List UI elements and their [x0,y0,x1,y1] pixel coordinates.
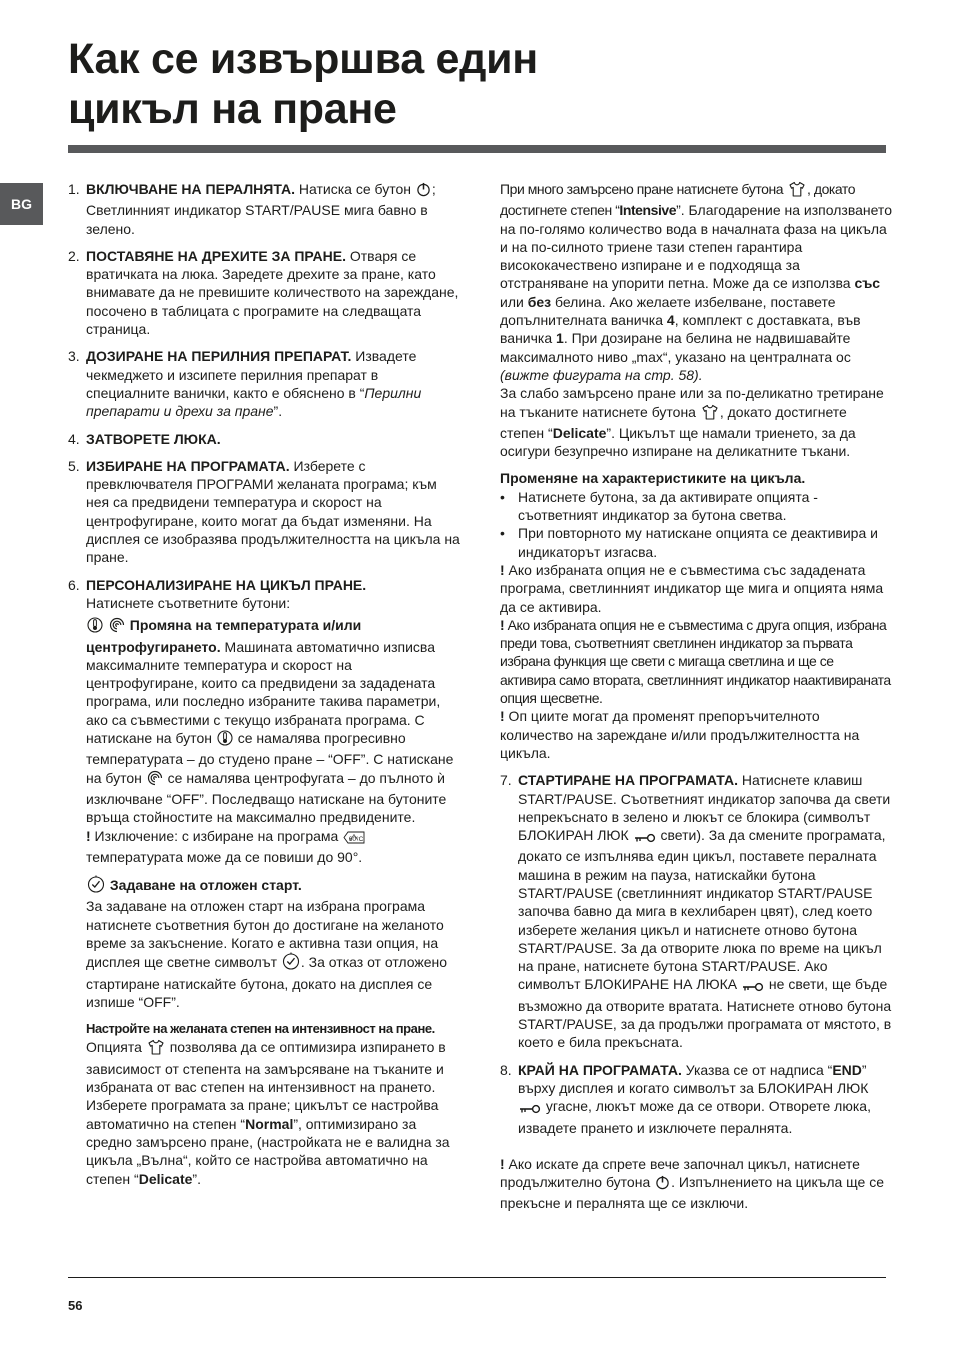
step-number: 6. [68,576,80,593]
step-heading: СТАРТИРАНЕ НА ПРОГРАМАТА. [518,772,738,789]
language-tab: BG [0,183,43,225]
temperature-icon [217,730,233,750]
bullet: • [500,525,505,542]
step-3 [68,347,460,420]
paragraph-text: , докато достигнете степен “ [500,181,856,219]
step-text: Отваря се вратичката на люка. Заредете дрехите за пране, като внимавате да не превишите количеството на зареждане, посочено в таблицата с програмите на следващата страница. [86,247,459,338]
note-incompatible-option [500,616,892,707]
step-text: Извадете чекмеджето и изсипете перилния препарат в специалните ванички, както е обяснено в “ [86,348,417,401]
step-text: ”. [273,403,283,420]
step-text: Изберете с превключвателя ПРОГРАМИ желаната програма; към нея са предвидени температура и скорост на центрофугиране, които могат да бъдат изменяни. На дисплея се изобразява продължителността на цикъла на пране. [86,457,460,566]
spin-icon [109,617,125,637]
warning-mark: ! [86,827,91,844]
page-number: 56 [68,1298,83,1313]
stop-cycle-note [500,1155,892,1213]
temperature-spin-heading: Промяна на температурата и/или центрофугирането. [86,617,362,655]
step-heading: ДОЗИРАНЕ НА ПЕРИЛНИЯ ПРЕПАРАТ. [86,348,352,365]
step-number: 1. [68,181,80,197]
delay-start-paragraph [86,875,460,1011]
paragraph-text: или [500,293,528,310]
change-cycle-heading: Променяне на характеристиките на цикъла. [500,470,806,487]
list-item-text: При повторното му натискане опцията се деактивира и индикаторът изгасва. [518,525,878,560]
delicate-level-label: Delicate [138,1170,193,1187]
list-item [500,488,892,525]
paragraph-text: се намалява прогресивно температурата – до студено пране – “OFF”. С натискане на бутон [86,730,454,786]
step-heading: ЗАТВОРЕТЕ ЛЮКА. [86,430,221,447]
step-heading: КРАЙ НА ПРОГРАМАТА. [518,1061,682,1078]
step-text: ” върху дисплея и когато символът за БЛОКИРАН ЛЮК [518,1061,869,1096]
program-60c-label: 60°C [348,835,364,843]
step-number: 2. [68,247,80,264]
note-text: . Изпълнението на цикъла ще се прекъсне и пералнята ще се изключи. [500,1174,884,1212]
list-item [500,524,892,561]
step-heading: ВКЛЮЧВАНЕ НА ПЕРАЛНЯТА. [86,181,295,197]
step-text: ; Светлинният индикатор START/PAUSE мига бавно в зелено. [86,181,436,237]
paragraph-text: Изберете програмата за пране; цикълът се настройва автоматично на степен “ [86,1097,439,1132]
step-text: Натиснете клавиш START/PAUSE. Съответният индикатор започва да свети непрекъснато в зелено и люкът се блокира (символът БЛОКИРАН ЛЮК [518,772,891,844]
step-text: не свети, ще бъде възможно да отворите вратата. Натиснете отново бутона START/PAUSE, за да продължи програмата от мястото, в което е била прекъсната. [518,976,892,1051]
step-8 [500,1061,892,1137]
paragraph-text: ”. [192,1170,201,1187]
note-text: Ако искате да спрете вече започнал цикъл, натиснете продължително бутона [500,1155,860,1191]
paragraph-text: , комплект с доставката, във ваничка [500,312,861,347]
step-heading: ПОСТАВЯНЕ НА ДРЕХИТЕ ЗА ПРАНЕ. [86,247,346,264]
delicate-paragraph [500,384,892,460]
paragraph-text: белина. Ако желаете избелване, поставете допълнителната ваничка [500,293,836,329]
paragraph-text: температурата може да се повиши до 90°. [86,848,363,865]
paragraph-text: Опцията [86,1039,142,1056]
delay-timer-icon [87,875,105,897]
note-text: Ако избраната опция не е съвместима с друга опция, избрана преди това, съответният светлинен индикатор за първата избрана функция ще свети с мигаща светлина и ще се активира само втората, светлинният индикатор наактивираната опция щесветне. [500,616,891,707]
step-number: 8. [500,1061,512,1078]
cross-reference: (вижте фигурата на стр. 58). [500,366,703,383]
note-incompatible-program [500,561,892,616]
warning-mark: ! [500,1155,505,1172]
shirt-icon [788,181,806,201]
key-lock-icon [519,1100,541,1118]
step-text: Натиска се бутон [295,181,411,197]
paragraph-text: , докато достигнете степен “ [500,403,847,441]
paragraph-text: За задаване на отложен старт на избрана програма натиснете съответния бутон до достигане на желаното време за закъснение. Когато е активна тази опция, на дисплея ще светне символът [86,898,444,971]
step-7 [500,771,892,1051]
intensity-paragraph [86,1038,460,1187]
step-5 [68,457,460,567]
paragraph-text: ”, оптимизирано за средно замърсено пране, (настройката не е валидна за цикъла „Вълна“, който се настройва автоматично на степен “ [86,1115,450,1187]
note-text: Оп циите могат да променят препоръчителното количество на зареждане и/или продължителността на цикъла. [500,708,860,761]
steps-list-continued [500,771,892,1137]
title-underline-bar [68,145,886,153]
power-icon [416,182,431,201]
shirt-icon [147,1039,165,1059]
intensive-paragraph [500,180,892,384]
temperature-icon [87,617,103,637]
step-text: свети). За да смените програмата, докато се изпълнява един цикъл, поставете пералната машина в режим на пауза, натискайки бутона START/PAUSE (светлинният индикатор START/PAUSE започва бавно да мига в кехлибарен цвят), след което изберете желания цикъл и натиснете отново бутона START/PAUSE. За да отворите люка по време на цикъл на пране, натиснете бутона START/PAUSE. Ако символът БЛОКИРАНЕ НА ЛЮКА [518,827,886,993]
step-number: 5. [68,457,80,474]
note-load-change [500,707,892,762]
delicate-level-label: Delicate [552,424,607,441]
page-title-line-1: Как се извършва един [68,35,538,83]
paragraph-text: За слабо замърсено пране или за по-деликатно третиране на тъканите натиснете бутона [500,385,884,420]
warning-mark: ! [500,708,505,725]
with-label: със [854,275,881,292]
tray-number: 4 [666,312,675,329]
intensive-level-label: Intensive [619,202,677,219]
step-heading: ИЗБИРАНЕ НА ПРОГРАМАТА. [86,457,290,474]
power-icon [655,1175,670,1194]
without-label: без [527,293,552,310]
paragraph-text: Изключение: с избиране на програма [90,827,339,844]
shirt-icon [701,404,719,424]
footer-rule [68,1277,886,1278]
paragraph-text: . При дозиране на белина не надвишавайте максималното ниво „max“, указано на централната ос [500,330,851,365]
paragraph-text: . За отказ от отложено стартиране натискайте бутона, докато на дисплея се изпише “OFF”. [86,954,448,1010]
exception-note [86,827,460,867]
warning-mark: ! [500,616,505,633]
program-60c-icon [343,830,365,848]
note-text: Ако избраната опция не е съвместима със зададената програма, светлинният индикатор ще мига и опцията няма да се активира. [500,561,884,615]
step-number: 4. [68,430,80,447]
step-6 [68,576,460,1188]
key-lock-icon [634,829,656,847]
bullet: • [500,488,505,505]
change-cycle-list [500,488,892,561]
paragraph-text: позволява да се оптимизира изпирането в зависимост от степента на замърсяване на тъканите и избраната от вас степен на интензивност на прането. [86,1039,446,1096]
paragraph-text: Машината автоматично изписва максималните температура и скорост на центрофугиране, които са предвидени за зададената програма, или последно избраните такива параметри, ако са съвместими с текущо избраната програма. С натискане на бутон [86,638,441,747]
page-title [68,34,538,134]
end-label: END [832,1061,862,1078]
cross-reference: Перилни препарати и дрехи за пране [86,384,422,420]
step-1 [68,180,460,238]
delay-timer-icon [282,952,300,974]
key-lock-icon [742,978,764,996]
step-text: Указва се от надписа “ [681,1061,833,1078]
step-text: угасне, люкът може да се отвори. Отворете люка, извадете прането и изключете пералнята. [518,1098,871,1136]
list-item-text: Натиснете бутона, за да активирате опцията - съответният индикатор за бутона светва. [518,488,818,524]
right-column [500,180,892,1213]
step-number: 3. [68,348,80,365]
normal-level-label: Normal [245,1115,294,1132]
step-2 [68,247,460,338]
page-title-line-2: цикъл на пране [68,85,397,133]
warning-mark: ! [500,561,505,578]
temperature-spin-paragraph [86,616,460,826]
tray-number: 1 [556,330,564,347]
paragraph-text: ”. Цикълът ще намали триенето, за да осигури безупречно изпиране на деликатните тъкани. [500,424,856,460]
paragraph-text: се намалява центрофугата – до пълното ѝ изключване “OFF”. Последващо натискане на бутоните връща стойностите на максимално предвидените. [86,769,447,826]
step-4 [68,430,460,448]
steps-list [68,180,460,1188]
step-heading: ПЕРСОНАЛИЗИРАНЕ НА ЦИКЪЛ ПРАНЕ. [86,576,367,593]
intensity-heading: Настройте на желаната степен на интензивност на пране. [86,1021,435,1037]
paragraph-text: При много замърсено пране натиснете бутона [500,181,784,197]
spin-icon [147,770,163,790]
left-column [68,180,460,1197]
delay-start-heading: Задаване на отложен старт. [109,877,302,894]
paragraph-text: ”. Благодарение на използването на по-голямо количество вода в началната фаза на цикъла и на по-силното триене тази степен гарантира висококачествено изпиране и е подходяща за отстраняване на упорити петна. Може да се използва [500,202,892,292]
step-text: Натиснете съответните бутони: [86,594,291,611]
step-number: 7. [500,772,512,789]
